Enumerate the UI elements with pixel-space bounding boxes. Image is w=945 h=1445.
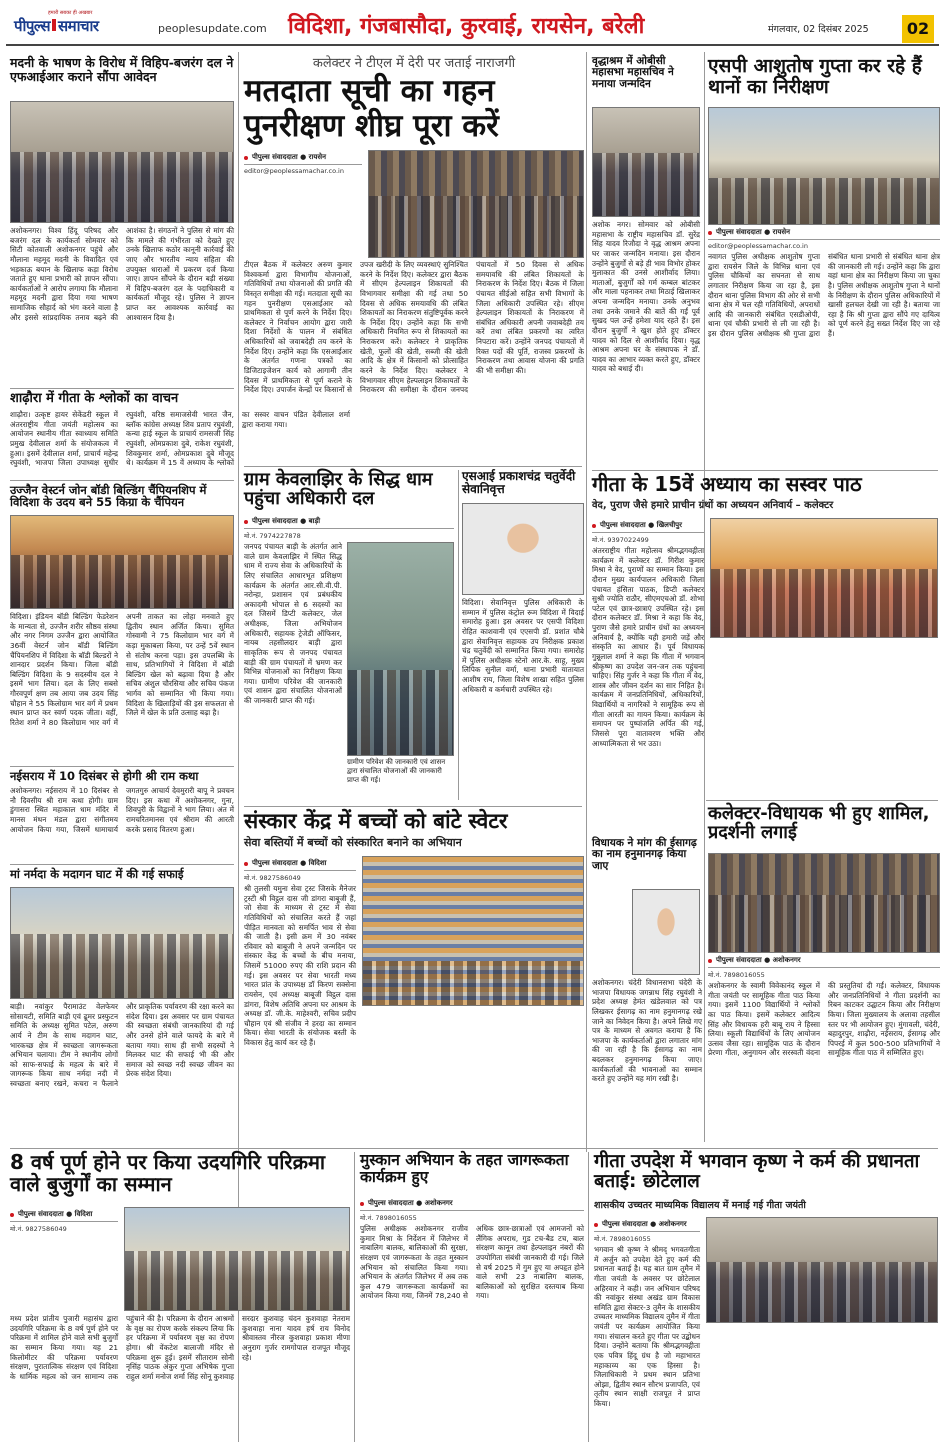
article-body: बाड़ी। नवांकुर पैरामाउंट वेलफेयर सोसायटी, समिति बाड़ी एवं ढूमर प्रस्फुटन समिति के अध्यक्ष सुमित पटेल, अरुण आर्य ने टीम के साथ मदागन घाट, भारकच्छ क्षेत्र में स्वच्छता जागरूकता अभियान चलाया। टीम ने स्थानीय लोगों को साफ-सफाई के महत्व के बारे में जागरूक किया साथ नर्मदा नदी में स्वच्छता बनाए रखने, कचरा न फैलाने और प्राकृतिक पर्यावरण की रक्षा करने का संदेश दिया। इस अवसर पर ग्राम पंचायत की स्वच्छता संबंधी जानकारियां दी गई और उनसे होने वाले फायदे के बारे में बताया गया। साथ ही सभी सदस्यों ने मिलकर घाट की सफाई भी की और समाज को स्वच्छ नदी स्वच्छ जीवन का प्रेरक संदेश दिया। [10, 1002, 234, 1088]
photo-narmada [10, 887, 234, 999]
article-udaygiri [10, 1152, 350, 1442]
byline-text: पीपुल्स संवाददाता ● रायसेन [716, 228, 790, 236]
bullet-icon [360, 1202, 364, 1206]
article-ramkatha [10, 770, 234, 864]
byline [244, 153, 362, 165]
headline: शाढ़ौरा में गीता के श्लोकों का वाचन [10, 391, 179, 406]
logo-mark-icon [52, 19, 56, 31]
article-body: अशोकनगर के स्वामी विवेकानंद स्कूल में गीता जयंती पर सामूहिक गीता पाठ किया गया। इसमें 1100 विद्यार्थियों ने श्लोकों का पाठ किया। इसमें कलेक्टर आदित्य सिंह और विधायक हरी बाबू राय ने हिस्सा लिया। स्कूली विद्यार्थियों के लिए आयोजन उत्सव जैसा रहा। सामूहिक पाठ के दौरान प्रेरणा गीता, अनुगायन और सरस्वती वंदना की प्रस्तुतियां दी गईं। कलेक्टर, विधायक और जनप्रतिनिधियों ने गीता प्रदर्शनी का रिबन काटकर उद्घाटन किया और निरीक्षण किया। जिला मुख्यालय के अलावा तहसील स्तर पर भी आयोजन हुए। मुंगावली, चंदेरी, बहादुरपुर, शाढ़ौरा, नईसराय, ईसागढ़ और पिपरई में कुल 500-500 प्रतिभागियों ने सामूहिक गीता पाठ में सम्मिलित हुए। [708, 981, 940, 1058]
website-link[interactable]: peoplesupdate.com [158, 22, 267, 35]
reporter-mobile: मो.नं. 9827586049 [10, 1225, 67, 1233]
headline: गीता उपदेश में भगवान कृष्ण ने कर्म की प्रधानता बताई: छोटेलाल [594, 1151, 920, 1192]
photo-caption: ग्रामीण परिवेश की जानकारी एवं शासन द्वारा संचालित योजनाओं की जानकारी प्राप्त की गई। [347, 758, 446, 784]
article-bodybuilding [10, 484, 234, 766]
article-body: मध्य प्रदेश प्रांतीय पुजारी महासंघ द्वारा उदयगिरि परिक्रमा के 8 वर्ष पूर्ण होने पर परिक्रमा में शामिल होने वाले सभी बुजुर्गों का सम्मान किया गया। यह 21 किलोमीटर की परिक्रमा पर्यावरण संरक्षण, पुरातात्विक संरक्षण एवं विदिशा के धार्मिक महत्व को जन सामान्य तक पहुंचाने की है। परिक्रमा के दौरान आश्रमों के वृक्ष का रोपण करके संकल्प लिया कि हर परिक्रमा में पर्यावरण वृक्ष का रोपण होगा। श्री वेंकटेश बालाजी मंदिर से परिक्रमा शुरू हुई। इसमें सीताराम सोनी नृसिंह पाठक अंकुर गुप्ता अभिषेक गुप्ता राहुल शर्मा मनोज शर्मा सिंह सोनू कुशवाह सरदार कुशवाह चंदन कुशवाहा नेतराम कुशवाहा नाना यादव हर्ष राय विनोद श्रीवास्तव नीरज कुशवाहा प्रकाश मीणा अनुराग गुर्जर रामगोपाल राजपूत मौजूद रहे। [10, 1314, 350, 1381]
column-rule [354, 1152, 355, 1442]
subheadline: सेवा बस्तियों में बच्चों को संस्कारित बनाने का अभियान [244, 836, 462, 849]
section-rule [244, 806, 582, 807]
article-narmada [10, 868, 234, 1146]
section-rule [10, 766, 234, 767]
section-rule [706, 800, 938, 801]
article-body: अशोकनगर। विश्व हिंदू परिषद और बजरंग दल के कार्यकर्ता सोमवार को सिटी कोतवाली अशोकनगर पहुंचे और मौलाना महमूद मदनी के विवादित एवं भड़काऊ बयान के खिलाफ कड़ा विरोध जताते हुए थाना प्रभारी को ज्ञापन सौंपा। कार्यकर्ताओं ने आरोप लगाया कि मौलाना महमूद मदनी द्वारा दिया गया भाषण सामाजिक सौहार्द को भंग करने वाला है और इससे सांप्रदायिक तनाव बढ़ने की आशंका है। संगठनों ने पुलिस से मांग की कि मामले की गंभीरता को देखते हुए उनके खिलाफ कठोर कानूनी कार्रवाई की जाए और भारतीय न्याय संहिता की उपयुक्त धाराओं में प्रकरण दर्ज किया जाए। ज्ञापन सौंपने के दौरान बड़ी संख्या में विहिप-बजरंग दल के पदाधिकारी व कार्यकर्ता मौजूद रहे। पुलिस ने ज्ञापन प्राप्त कर आवश्यक कार्रवाई का आश्वासन दिया है। [10, 226, 234, 322]
photo-si-retire [462, 503, 584, 595]
headline: एसआई प्रकाशचंद्र चतुर्वेदी सेवानिवृत्त [462, 469, 576, 496]
article-hanumangarh [592, 838, 702, 1140]
photo-bodybuilding [10, 515, 234, 609]
reporter-mobile: मो.नं. 9827586049 [244, 874, 301, 882]
bullet-icon [10, 1213, 14, 1217]
byline-text: पीपुल्स संवाददाता ● अशोकनगर [368, 1199, 453, 1207]
section-rule [592, 470, 938, 471]
section-rule [10, 480, 234, 481]
bullet-icon [244, 520, 248, 524]
byline [708, 956, 940, 968]
reporter-email: editor@peoplessamachar.co.in [708, 242, 808, 250]
headline: मुस्कान अभियान के तहत जागरूकता कार्यक्रम हुए [360, 1151, 569, 1186]
byline-text: पीपुल्स संवाददाता ● विदिशा [18, 1210, 93, 1218]
headline: उज्जैन वेस्टर्न जोन बॉडी बिल्डिंग चैंपियनशिप में विदिशा के उदय बने 55 किग्रा के चैंपियन [10, 483, 207, 510]
article-body: पुलिस अधीक्षक अशोकनगर राजीव कुमार मिश्रा के निर्देशन में जिलेभर में नाबालिग बालक, बालिकाओं की सुरक्षा, संरक्षण एवं जागरूकता के तहत मुस्कान अभियान को संचालित किया गया। अभियान के अंतर्गत जिलेभर में अब तक कुल 479 जागरूकता कार्यक्रमों का आयोजन किया गया, जिनमें 78,240 से अधिक छात्र-छात्राओं एवं आमजनों को लैंगिक अपराध, गुड टच-बैड टच, बाल संरक्षण कानून तथा हेल्पलाइन नंबरों की उपयोगिता संबंधी जानकारी दी गई। जिले से वर्ष 2025 में गुम हुए या अपहृत होने वाले सभी 23 नाबालिग बालक, बालिकाओं को सुरक्षित दस्तयाब किया गया। [360, 1224, 584, 1301]
page-number: 02 [902, 15, 934, 43]
article-si-retire [462, 470, 584, 800]
headline: विधायक ने मांग की ईसागढ़ का नाम हनुमानगढ़ किया जाए [592, 837, 697, 872]
article-body: भगवान श्री कृष्ण ने श्रीमद् भगवतगीता में अर्जुन को उपदेश देते हुए कर्म की प्रधानता बताई है। यह बात ग्राम तूमैन में गीता जयंती के अवसर पर छोटेलाल अहिरवार ने कही। जन अभियान परिषद की नवांकुर संस्था अखंड ग्राम विकास समिति द्वारा सेक्टर-3 तूमैन के शासकीय उच्चतर माध्यमिक विद्यालय तूमैन में गीता जयंती पर कार्यक्रम आयोजित किया गया। संचालन करते हुए गीता पर उद्बोधन दिया। उन्होंने बताया कि श्रीमद्भगवद्गीता एक पवित्र हिंदू ग्रंथ है जो महाभारत महाकाव्य का एक हिस्सा है। जिलाधिकारी ने प्रथम स्थान प्रतिभा ओझा, द्वितीय स्थान सौरभ प्रजापति, एवं तृतीय स्थान साक्षी राजपूत ने प्राप्त किया। [594, 1245, 700, 1408]
headline: संस्कार केंद्र में बच्चों को बांटे स्वेटर [244, 809, 508, 833]
article-gita-krishna [594, 1152, 940, 1442]
article-gram-kevlajhir [244, 470, 454, 800]
newspaper-logo [14, 10, 99, 36]
photo-udaygiri [124, 1207, 350, 1311]
bullet-icon [708, 231, 712, 235]
article-gita-shlok [10, 391, 350, 478]
article-body: विदिशा। इंडियन बॉडी बिल्डिंग फेडरेशन के मान्यता से, उज्जैन शरीर सौष्ठव संस्था और नगर निगम उज्जैन द्वारा आयोजित 36वीं वेस्टर्न जोन बॉडी बिल्डिंग चैंपियनशिप में विदिशा के बॉडी बिल्डरों ने शानदार प्रदर्शन किया। जिला बॉडी बिल्डिंग विदिशा के 9 सदस्यीय दल ने इसमें भाग लिया। दल के लिए सबसे गौरवपूर्ण क्षण तब आया जब उदय सिंह चौहान ने 55 किलोग्राम भार वर्ग में प्रथम स्थान प्राप्त कर स्वर्ण पदक जीता। वहीं, रितेश शर्मा ने 80 किलोग्राम भार वर्ग में अपनी ताकत का लोहा मनवाते हुए द्वितीय स्थान अर्जित किया। सुमित गोस्वामी ने 75 किलोग्राम भार वर्ग में कड़ा मुकाबला किया, पर उन्हें 5वें स्थान से संतोष करना पड़ा। इस उपलब्धि के साथ, प्रतिभागियों ने विदिशा में बॉडी बिल्डिंग खेल को बढ़ावा दिया है और सचिव अंशुल चौरसिया और सचिव पंकज भार्गव को सम्मानित भी किया गया। विदिशा के खिलाड़ियों की इस सफलता से जिले में खेल के प्रति उत्साह बढ़ा है। [10, 612, 234, 727]
photo-madni [10, 101, 234, 223]
byline [10, 1210, 118, 1222]
subheadline: वेद, पुराण जैसे हमारे प्राचीन ग्रंथों का अध्ययन अनिवार्य – कलेक्टर [592, 500, 834, 511]
headline: गीता के 15वें अध्याय का सस्वर पाठ [592, 472, 862, 496]
article-body: टीएल बैठक में कलेक्टर अरुण कुमार विश्वकर्मा द्वारा विभागीय योजनाओं, गतिविधियों तथा योजनाओं की प्रगति की विस्तृत समीक्षा की गई। मतदाता सूची का गहन पुनरीक्षण एसआईआर को प्राथमिकता से पूर्ण करने के निर्देश दिए। कलेक्टर ने निर्वाचन आयोग द्वारा जारी दिशा निर्देशों के पालन में संबंधित अधिकारियों को जवाबदेही तय करने के निर्देश दिए। उन्होंने कहा कि एसआईआर के अंतर्गत गणना पत्रकों का डिजिटाइजेशन कार्य को आगामी तीन दिवस में प्राथमिकता से पूर्ण कराने के निर्देश दिए। उपार्जन केन्द्रों पर किसानों से उपज खरीदी के लिए व्यवस्थाएं सुनिश्चित करने के निर्देश दिए। कलेक्टर द्वारा बैठक में सीएम हेल्पलाइन शिकायतों की विभागवार समीक्षा की गई तथा 50 दिवस से अधिक समयावधि की लंबित शिकायतों का निराकरण संतुष्टिपूर्वक करने के निर्देश दिए। उन्होंने कहा कि सभी अधिकारी नियमित रूप से शिकायतों का निराकरण करें। कलेक्टर ने प्राकृतिक खेती, फूलों की खेती, सब्जी की खेती आदि के क्षेत्र में किसानों को प्रोत्साहित करने के निर्देश दिए। कलेक्टर ने विभागवार सीएम हेल्पलाइन शिकायतों के निराकरण की समीक्षा के दौरान जनपद पंचायतों में 50 दिवस से अधिक समयावधि की लंबित शिकायतों के निराकरण के निर्देश दिए। बैठक में जिला पंचायत सीईओ सहित सभी विभागों के जिला अधिकारी उपस्थित रहे। सीएम हेल्पलाइन शिकायतों के निराकरण में संबंधित अधिकारी अपनी जवाबदेही तय करें तथा लंबित प्रकरणों का त्वरित निपटारा करें। उन्होंने जनपद पंचायतों में रिक्त पदों की पूर्ति, राजस्व प्रकरणों के निराकरण तथा आवास योजना की प्रगति की भी समीक्षा की। [244, 260, 584, 395]
photo-exhibition [708, 853, 940, 953]
article-oldage [592, 56, 700, 466]
subheadline: शासकीय उच्चतर माध्यमिक विद्यालय में मनाई गई गीता जयंती [594, 1200, 806, 1211]
photo-gita-15 [710, 518, 938, 638]
article-sp-inspection [708, 56, 940, 466]
headline: मतदाता सूची का गहन पुनरीक्षण शीघ्र पूरा करें [244, 73, 499, 144]
byline-text: पीपुल्स संवाददाता ● विदिशा [252, 859, 327, 867]
logo-tagline: हमारी सबका ही अखबार [48, 10, 93, 16]
byline [594, 1220, 700, 1232]
article-body: विदिशा। सेवानिवृत्त पुलिस अधिकारी के सम्मान में पुलिस कंट्रोल रूम विदिशा में विदाई समारोह हुआ। इस अवसर पर एसपी विदिशा रोहित काशवानी एवं एएसपी डॉ. प्रशांत चौबे द्वारा सेवानिवृत्त सहायक उप निरीक्षक प्रकाश चंद्र चतुर्वेदी को सम्मानित किया गया। समारोह में पुलिस अधीक्षक स्टेनो आर.के. साहू, मुख्य लिपिक सुनील वर्मा, थाना प्रभारी यातायात आशीष राय, जिला विशेष शाखा सहित पुलिस अधिकारी व कर्मचारी उपस्थित रहे। [462, 598, 584, 694]
kicker: कलेक्टर ने टीएल में देरी पर जताई नाराजगी [312, 56, 516, 71]
column-rule [588, 1152, 589, 1442]
byline [244, 859, 356, 871]
photo-matdata [368, 150, 584, 258]
byline-text: पीपुल्स संवाददाता ● अशोकनगर [716, 956, 801, 964]
photo-sp [708, 107, 940, 225]
section-rule [244, 466, 582, 467]
masthead [6, 6, 939, 46]
reporter-mobile: मो.नं. 7974227878 [244, 532, 301, 540]
byline [592, 521, 704, 533]
article-muskan [360, 1152, 584, 1442]
article-body: अंतरराष्ट्रीय गीता महोत्सव श्रीमद्भगवद्गीता कार्यक्रम में कलेक्टर डॉ. गिरीश कुमार मिश्रा ने वेद, पुराणों का सम्मान किया। इस दौरान मुख्य कार्यपालन अधिकारी जिला पंचायत हंसिता पाठक, डिप्टी कलेक्टर सुश्री ज्योति राठौर, सीएमएचओ डॉ. शोभा पटेल एवं छात्र-छात्राएं उपस्थित रहे। इस दौरान कलेक्टर डॉ. मिश्रा ने कहा कि वेद, पुराण जैसे हमारे प्राचीन ग्रंथों का अध्ययन अनिवार्य है, क्योंकि यही हमारी जड़ें और संस्कृति का आधार हैं। पूर्व विधायक गुन्नूलाल शर्मा ने कहा कि गीता में भगवान श्रीकृष्ण का उपदेश जन-जन तक पहुंचना चाहिए। सिंह गुर्जर ने कहा कि गीता में वेद, शास्त्र और जीवन दर्शन का सार निहित है। कार्यक्रम में जनप्रतिनिधियों, अधिकारियों, विद्यार्थियों व नागरिकों ने सामूहिक रूप से गीता आरती का गायन किया। कार्यक्रम के समापन पर पुष्पांजलि अर्पित की गई, जिससे पूरा वातावरण भक्ति और आध्यात्मिकता से भर उठा। [592, 546, 704, 748]
article-gita-15 [592, 474, 940, 796]
byline-text: पीपुल्स संवाददाता ● रायसेन [252, 153, 326, 161]
logo-name-part-2: समाचार [58, 17, 99, 35]
reporter-email: editor@peoplessamachar.co.in [244, 167, 344, 175]
headline: एसपी आशुतोष गुप्ता कर रहे हैं थानों का निरीक्षण [708, 55, 922, 98]
article-exhibition [708, 804, 940, 1142]
reporter-mobile: मो.नं. 7898016055 [360, 1214, 417, 1222]
byline-text: पीपुल्स संवाददाता ● अशोकनगर [602, 1220, 687, 1228]
section-rule [10, 388, 234, 389]
photo-mla [632, 889, 700, 975]
photo-oldage [592, 107, 700, 217]
column-rule [704, 808, 705, 1142]
headline: कलेक्टर-विधायक भी हुए शामिल, प्रदर्शनी लगाई [708, 803, 930, 844]
photo-sanskar [362, 856, 584, 1006]
bullet-icon [708, 959, 712, 963]
section-rule [10, 864, 234, 865]
headline: 8 वर्ष पूर्ण होने पर किया उदयगिरि परिक्रमा वाले बुजुर्गों का सम्मान [10, 1150, 326, 1196]
byline-text: पीपुल्स संवाददाता ● खिलचीपुर [600, 521, 683, 529]
article-body: शाढ़ौरा। उत्कृष्ट हायर सेकेंडरी स्कूल में अंतरराष्ट्रीय गीता जयंती महोत्सव का आयोजन स्थानीय गीता स्वाध्याय समिति प्रमुख देवीलाल शर्मा के संयोजकत्व में हुआ। इसमें देवीलाल शर्मा, प्राचार्य महेन्द्र रघुवंशी, भाजपा जिला उपाध्यक्ष सुधीर रघुवंशी, वरिष्ठ समाजसेवी भारत जैन, ब्लॉक कांग्रेस अध्यक्ष शिव प्रताप रघुवंशी, कन्या हाई स्कूल के प्राचार्य रामसजी सिंह रघुवंशी, ओमप्रकाश दुबे, राकेश रघुवंशी, शिवकुमार शर्मा, ओमप्रकाश दुबे मौजूद थे। कार्यक्रम में 15 वें अध्याय के श्लोकों का सस्वर वाचन पंडित देवीलाल शर्मा द्वारा कराया गया। [10, 410, 350, 468]
byline [244, 517, 454, 529]
reporter-mobile: मो.नं. 7898016055 [708, 971, 765, 979]
byline [708, 228, 940, 240]
logo-name [14, 17, 99, 35]
article-body: अशोकनगर। चंदेरी विधानसभा चंदेरी के भाजपा विधायक जगन्नाथ सिंह रघुवंशी ने प्रदेश अध्यक्ष हेमंत खंडेलवाल को पत्र लिखकर ईसागढ़ का नाम हनुमानगढ़ रखे जाने का निवेदन किया है। अपने लिखे गए पत्र के माध्यम से अवगत कराया है कि भाजपा के कार्यकर्ताओं द्वारा लगातार मांग की जा रही है कि ईसागढ़ का नाम बदलकर हनुमानगढ़ किया जाए। कार्यकर्ताओं की भावनाओं का सम्मान करते हुए उन्होंने यह मांग रखी है। [592, 978, 702, 1084]
headline: मदनी के भाषण के विरोध में विहिप-बजरंग दल ने एफआईआर कराने सौंपा आवेदन [10, 55, 234, 84]
article-sanskar [244, 810, 584, 1136]
article-madni [10, 56, 234, 386]
headline: वृद्धाश्रम में ओबीसी महासभा महासचिव ने मनाया जन्मदिन [592, 55, 674, 90]
headline: ग्राम केवलाझिर के सिद्ध धाम पहुंचा अधिकारी दल [244, 469, 433, 510]
bullet-icon [592, 524, 596, 528]
byline [360, 1199, 584, 1211]
article-body: अशोकनगर। नईसराय में 10 दिसंबर से नौ दिवसीय श्री राम कथा होगी। ग्राम डुंगासरा स्थित महाकाल धाम मंदिर में मानस मंथन मंडल द्वारा संगीतमय आयोजन किया गया, जिसमें धामाचार्य जगतगुरु आचार्य देवमुरारी बापू ने प्रवचन दिए। इस कथा में अशोकनगर, गुना, शिवपुरी के विद्वानों ने भाग लिया। अंत में रामचरितमानस एवं श्रीराम की आरती करके प्रसाद वितरण हुआ। [10, 786, 234, 834]
article-matdata [244, 56, 584, 464]
headline: मां नर्मदा के मदागन घाट में की गई सफाई [10, 867, 184, 881]
reporter-mobile: मो.नं. 7898016055 [594, 1235, 651, 1243]
photo-gita-krishna [706, 1217, 938, 1323]
article-body: श्री तुलसी यमुना सेवा ट्रस्ट जिसके मैनेजर ट्रस्टी श्री विट्ठल दास जी डांगरा बाबूजी हैं, जो सेवा के माध्यम से ट्रस्ट में सेवा गतिविधियों को संचालित करते हैं जहां पीड़ित मानवता को समर्पित भाव से सेवा की जाती है। इसी क्रम में 30 नवंबर रविवार को बाबूजी ने अपने जन्मदिन पर संस्कार केंद्र के बच्चों के बीच मनाया, जिसमें 51000 रुपए की राशि प्रदान की गई। इस अवसर पर सेवा भारती मध्य भारत प्रांत के उपाध्यक्ष डॉ किरण सक्सेना रायसेन, एवं अध्यक्ष बाबूजी विट्ठल दास डांगरा, विशेष अतिथि अपना घर आश्रम के अध्यक्ष डॉ. जी.के. माहेश्वरी, सचिव प्रदीप चौहान एवं श्री संजीव ने हरदा का सम्मान किया। सेवा भारती के संयोजक बस्ती के विकास हेतु कार्य कर रहे हैं। [244, 884, 356, 1047]
column-rule [458, 470, 459, 800]
issue-date: मंगलवार, 02 दिसंबर 2025 [768, 24, 869, 35]
column-rule [586, 52, 587, 1152]
headline: नईसराय में 10 दिसंबर से होगी श्री राम कथा [10, 769, 199, 783]
bullet-icon [594, 1223, 598, 1227]
bullet-icon [244, 862, 248, 866]
bullet-icon [244, 156, 248, 160]
edition-places: विदिशा, गंजबासौदा, कुरवाई, रायसेन, बरेली [288, 14, 645, 39]
photo-kevlajhir [347, 542, 454, 756]
byline-text: पीपुल्स संवाददाता ● बाड़ी [252, 517, 321, 525]
logo-name-part-1: पीपुल्स [14, 17, 51, 35]
article-body: जनपद पंचायत बाड़ी के अंतर्गत आने वाले ग्राम केवलाझिर में स्थित सिद्ध धाम में राज्य सेवा के अधिकारियों के लिए संचालित आधारभूत प्रशिक्षण कार्यक्रम के अंतर्गत आर.सी.वी.पी. नरोन्हा, प्रशासन एवं प्रबंधकीय अकादमी भोपाल से 6 सदस्यों का दल जिसमें डिप्टी कलेक्टर, जेल अधीक्षक, जिला अभियोजन अधिकारी, सहायक ट्रेजेडी ऑफिसर, नायब तहसीलदार बाड़ी द्वारा साकृतिक रूप से जनपद पंचायत बाड़ी की ग्राम पंचायतों में भ्रमण कर विभिन्न योजनाओं का निरीक्षण किया गया। ग्रामीण परिवेश की जानकारी एवं शासन द्वारा संचालित योजनाओं की जानकारी प्राप्त की गई। [244, 542, 342, 705]
article-body: अशोक नगर। सोमवार को ओबीसी महासभा के राष्ट्रीय महासचिव डॉ. सुरेंद्र सिंह यादव रिजौदा ने वृद्ध आश्रम अपना घर जाकर जन्मदिन मनाया। इस दौरान उन्होंने बुजुर्गों से बड़े ही भाव विभोर होकर मुलाकात की उनसे आशीर्वाद लिया। माताओं, बुजुर्गों को गर्म कम्बल बांटकर और माला पहनाकर तथा मिठाई खिलाकर अपना जन्मदिन मनाया। उनके अनुभव तथा उनके जमाने की बातें की गईं पूर्व सुखद पल उन्हें हमेशा याद रहते हैं। इस दौरान बुजुर्गों ने खुश होते हुए डॉक्टर यादव को दिल से आशीर्वाद दिया। वृद्ध आश्रम अपना घर के संस्थापक ने डॉ. यादव का आभार व्यक्त करते हुए, डॉक्टर यादव को बधाई दी। [592, 220, 700, 374]
article-body: नवागत पुलिस अधीक्षक आशुतोष गुप्ता द्वारा रायसेन जिले के विभिन्न थाना एवं पुलिस चौकियों का सघनता से साथ लगातार निरीक्षण किया जा रहा है, इस दौरान थाना पुलिस विभाग की ओर से सभी थाना क्षेत्र में चल रही गतिविधियों, अपराधों आदि की जानकारी संबंधित एसडीओपी, थाना एवं चौकी प्रभारी से ली जा रही है। इस दौरान पुलिस अधीक्षक श्री गुप्ता द्वारा संबंधित थाना प्रभारी से संबंधित थाना क्षेत्र की जानकारी ली गई। उन्होंने कहा कि द्वारा वहां थाना क्षेत्र का निरीक्षण किया जा चुका है। पुलिस अधीक्षक आशुतोष गुप्ता ने थानों के निरीक्षण के दौरान पुलिस अधिकारियों में खासी हलचल देखी जा रही है। बताया जा रहा है कि श्री गुप्ता द्वारा सौंपे गए दायित्व को पूर्ण करने हेतु सख्त निर्देश दिए जा रहे हैं। [708, 252, 940, 338]
reporter-mobile: मो.नं. 9397022499 [592, 536, 649, 544]
section-rule [10, 1148, 938, 1149]
